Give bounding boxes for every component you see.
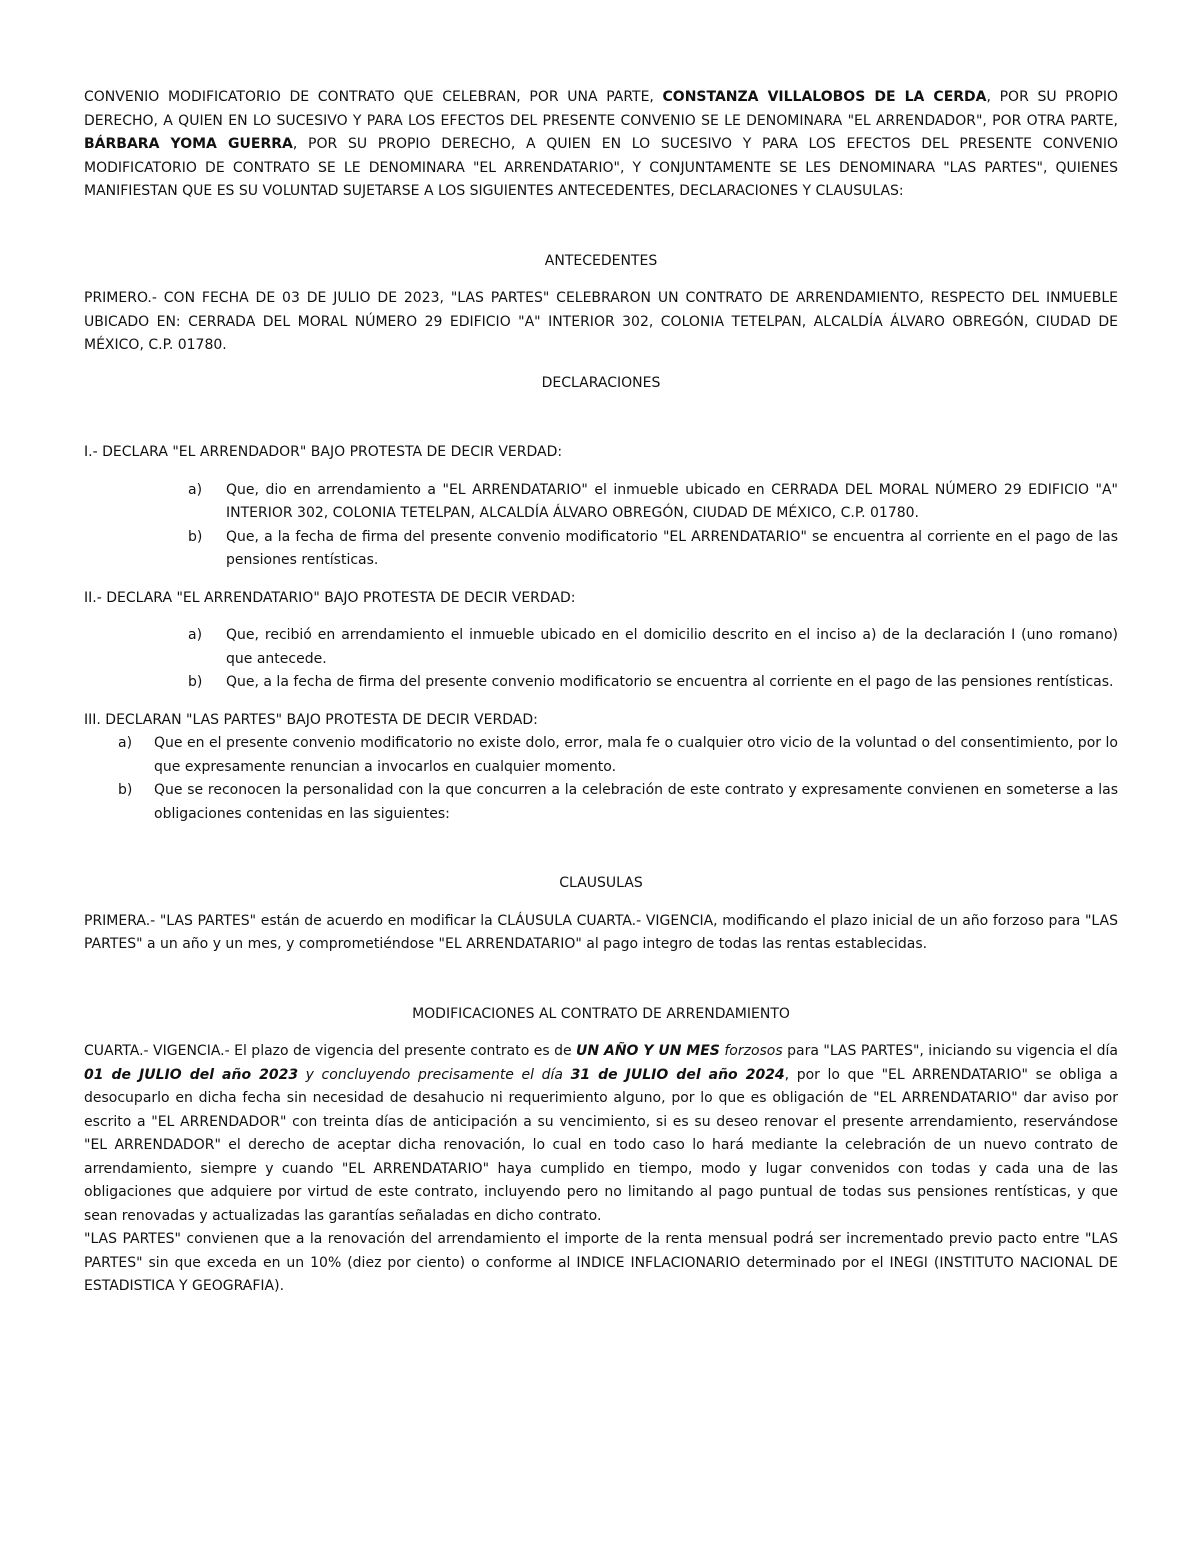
spacer <box>84 826 1118 872</box>
declaraciones-heading: DECLARACIONES <box>541 374 661 391</box>
list-item <box>84 779 1118 826</box>
declaracion-ii-title: II.- DECLARA "EL ARRENDATARIO" BAJO PROTESTA DE DECIR VERDAD: <box>84 589 576 606</box>
cuarta-text-forzosos: forzosos <box>719 1043 783 1059</box>
intro-text-3: , POR SU PROPIO DERECHO, A QUIEN EN LO SUCESIVO Y PARA LOS EFECTOS DEL PRESENTE CONVENIO MODIFICATORIO DE CONTRATO SE LE DENOMINARA "EL ARRENDATARIO", Y CONJUNTAMENTE SE LES DENOMINARA "LAS PARTES", QUIENES MANIFIESTAN QUE ES SU VOLUNTAD SUJETARSE A LOS SIGUIENTES ANTECEDENTES, DECLARACIONES Y CLAUSULAS: <box>84 136 1119 199</box>
list-marker: a) <box>188 627 203 643</box>
spacer <box>84 957 1118 1003</box>
antecedentes-heading: ANTECEDENTES <box>544 252 658 269</box>
cuarta-start-date: 01 de JULIO del año 2023 <box>84 1066 299 1083</box>
list-item-text: Que, recibió en arrendamiento el inmueble ubicado en el domicilio descrito en el inciso a) de la declaración I (uno romano) que antecede. <box>226 627 1118 667</box>
cuarta-text-1: CUARTA.- VIGENCIA.- El plazo de vigencia del presente contrato es de <box>84 1043 577 1059</box>
list-item-text: Que, a la fecha de firma del presente convenio modificatorio se encuentra al corriente en el pago de las pensiones rentísticas. <box>226 674 1114 690</box>
list-marker: b) <box>188 528 203 545</box>
spacer <box>84 573 1118 587</box>
document-page <box>84 86 1118 1299</box>
list-item-text: Que, dio en arrendamiento a "EL ARRENDATARIO" el inmueble ubicado en CERRADA DEL MORAL NÚMERO 29 EDIFICIO "A" INTERIOR 302, COLONIA TETELPAN, ALCALDÍA ÁLVARO OBREGÓN, CIUDAD DE MÉXICO, C.P. 01780. <box>226 481 1118 521</box>
list-item <box>84 732 1118 779</box>
list-item <box>84 479 1118 526</box>
spacer <box>84 395 1118 441</box>
cuarta-term: UN AÑO Y UN MES <box>576 1043 720 1059</box>
declaracion-i-title: I.- DECLARA "EL ARRENDADOR" BAJO PROTESTA DE DECIR VERDAD: <box>84 444 563 460</box>
spacer <box>84 465 1118 479</box>
list-marker: a) <box>188 481 203 498</box>
cuarta-end-date: 31 de JULIO del año 2024 <box>570 1066 785 1083</box>
spacer <box>84 204 1118 250</box>
cuarta-text-4: , por lo que "EL ARRENDATARIO" se obliga a desocuparlo en dicha fecha sin necesidad de desahucio ni requerimiento alguno, por lo que es obligación de "EL ARRENDATARIO" dar aviso por escrito a "EL ARRENDADOR" con treinta días de anticipación a su vencimiento, si es su deseo renovar el presente arrendamiento, reservándose "EL ARRENDADOR" el derecho de aceptar dicha renovación, lo cual en todo caso lo hará mediante la celebración de un nuevo contrato de arrendamiento, siempre y cuando "EL ARRENDATARIO" haya cumplido en tiempo, modo y lugar convenidos con todas y cada una de las obligaciones que adquiere por virtud de este contrato, incluyendo pero no limitando al pago puntual de todas sus pensiones rentísticas, y que sean renovadas y actualizadas las garantías señaladas en dicho contrato. <box>84 1066 1118 1224</box>
antecedente-primero: PRIMERO.- CON FECHA DE 03 DE JULIO DE 2023, "LAS PARTES" CELEBRARON UN CONTRATO DE ARRENDAMIENTO, RESPECTO DEL INMUEBLE UBICADO EN: CERRADA DEL MORAL NÚMERO 29 EDIFICIO "A" INTERIOR 302, COLONIA TETELPAN, ALCALDÍA ÁLVARO OBREGÓN, CIUDAD DE MÉXICO, C.P. 01780. <box>84 290 1118 353</box>
list-item-text: Que se reconocen la personalidad con la que concurren a la celebración de este contrato y expresamente convienen en someterse a las obligaciones contenidas en las siguientes: <box>154 782 1118 822</box>
spacer <box>84 358 1118 372</box>
list-marker: b) <box>118 782 133 798</box>
declaracion-i-list <box>84 479 1118 573</box>
list-item <box>84 671 1118 695</box>
declaracion-iii-list <box>84 732 1118 826</box>
cuarta-text-3: y concluyendo precisamente el día <box>298 1066 571 1083</box>
modificaciones-heading: MODIFICACIONES AL CONTRATO DE ARRENDAMIENTO <box>412 1005 790 1022</box>
list-item <box>84 624 1118 671</box>
clausulas-heading: CLAUSULAS <box>559 875 643 891</box>
list-marker: a) <box>118 735 133 751</box>
spacer <box>84 610 1118 624</box>
cuarta-text-2: para "LAS PARTES", iniciando su vigencia el día <box>782 1043 1118 1059</box>
declaracion-iii-title: III. DECLARAN "LAS PARTES" BAJO PROTESTA DE DECIR VERDAD: <box>84 711 538 728</box>
list-marker: b) <box>188 674 203 690</box>
clausula-cuarta <box>84 1040 1118 1228</box>
arrendador-name: CONSTANZA VILLALOBOS DE LA CERDA <box>662 89 987 105</box>
spacer <box>84 896 1118 910</box>
clausula-primera: PRIMERA.- "LAS PARTES" están de acuerdo en modificar la CLÁUSULA CUARTA.- VIGENCIA, modificando el plazo inicial de un año forzoso para "LAS PARTES" a un año y un mes, y comprometiéndose "EL ARRENDATARIO" al pago integro de todas las rentas establecidas. <box>84 912 1118 952</box>
arrendatario-name: BÁRBARA YOMA GUERRA <box>84 136 293 152</box>
spacer <box>84 273 1118 287</box>
list-item-text: Que en el presente convenio modificatorio no existe dolo, error, mala fe o cualquier otro vicio de la voluntad o del consentimiento, por lo que expresamente renuncian a invocarlos en cualquier momento. <box>154 735 1118 775</box>
spacer <box>84 695 1118 709</box>
intro-paragraph <box>84 86 1118 204</box>
list-item <box>84 526 1118 573</box>
intro-text-1: CONVENIO MODIFICATORIO DE CONTRATO QUE CELEBRAN, POR UNA PARTE, <box>84 89 663 105</box>
intro-text-2: , POR SU PROPIO DERECHO, A QUIEN EN LO SUCESIVO Y PARA LOS EFECTOS DEL PRESENTE CONVENIO SE LE DENOMINARA "EL ARRENDADOR", POR OTRA PARTE, <box>84 89 1119 129</box>
renovacion-paragraph: "LAS PARTES" convienen que a la renovación del arrendamiento el importe de la renta mensual podrá ser incrementado previo pacto entre "LAS PARTES" sin que exceda en un 10% (diez por ciento) o conforme al INDICE INFLACIONARIO determinado por el INEGI (INSTITUTO NACIONAL DE ESTADISTICA Y GEOGRAFIA). <box>84 1231 1118 1294</box>
declaracion-ii-list <box>84 624 1118 695</box>
spacer <box>84 1026 1118 1040</box>
list-item-text: Que, a la fecha de firma del presente convenio modificatorio "EL ARRENDATARIO" se encuentra al corriente en el pago de las pensiones rentísticas. <box>226 528 1118 568</box>
